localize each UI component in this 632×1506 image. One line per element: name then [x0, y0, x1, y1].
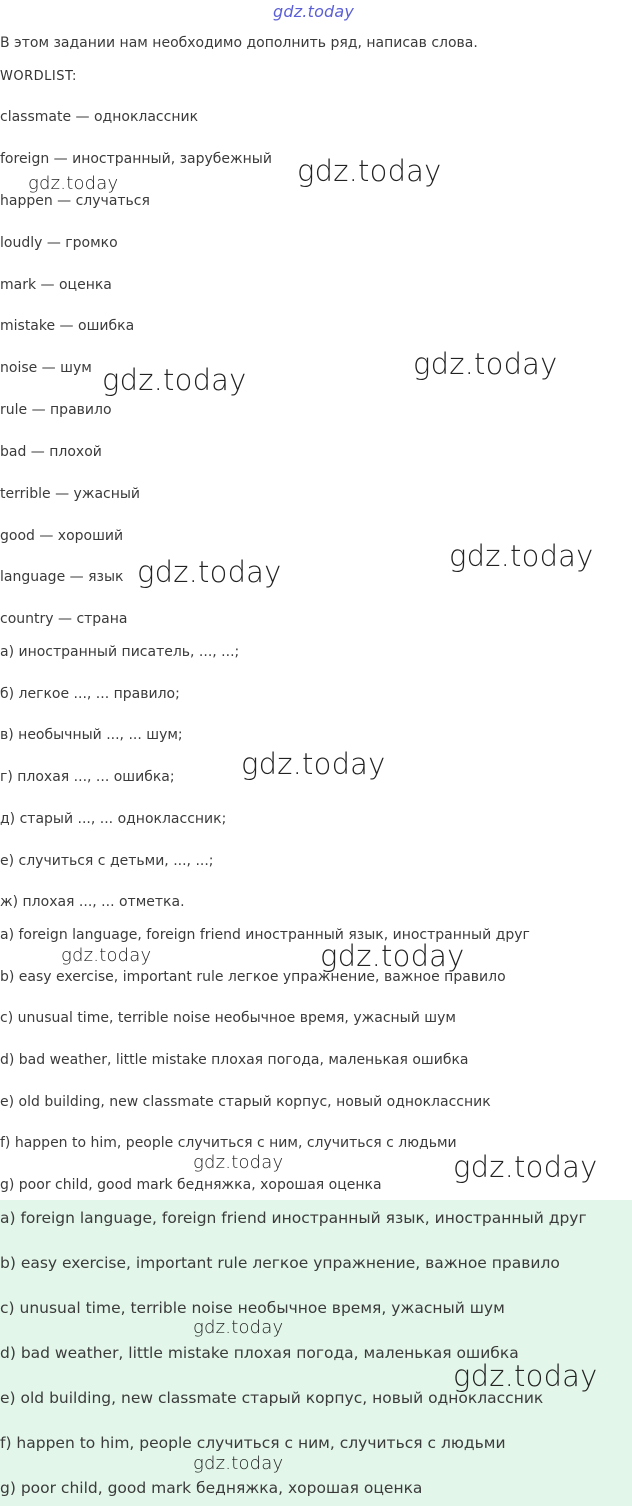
wordlist-heading: WORDLIST: — [0, 69, 77, 84]
highlighted-answer-item: e) old building, new classmate старый корпус, новый одноклассник — [0, 1389, 544, 1407]
task-item: б) легкое ..., ... правило; — [0, 686, 180, 702]
wordlist-item: country — страна — [0, 611, 128, 627]
highlighted-answer-item: f) happen to him, people случиться с ним, случиться с людьми — [0, 1434, 506, 1452]
task-item: в) необычный ..., ... шум; — [0, 727, 183, 743]
watermark: gdz.today — [102, 363, 247, 397]
wordlist-item: bad — плохой — [0, 444, 102, 460]
highlighted-answer-item: g) poor child, good mark бедняжка, хорошая оценка — [0, 1479, 423, 1497]
watermark: gdz.today — [449, 539, 594, 573]
task-item: д) старый ..., ... одноклассник; — [0, 811, 227, 827]
wordlist-item: good — хороший — [0, 528, 124, 544]
watermark: gdz.today — [61, 945, 152, 966]
wordlist-item: loudly — громко — [0, 235, 118, 251]
watermark: gdz.today — [453, 1150, 598, 1184]
wordlist-item: classmate — одноклассник — [0, 109, 199, 125]
wordlist-item: mistake — ошибка — [0, 318, 135, 334]
highlighted-answer-item: c) unusual time, terrible noise необычное время, ужасный шум — [0, 1299, 505, 1317]
watermark: gdz.today — [28, 173, 119, 194]
watermark: gdz.today — [193, 1453, 284, 1474]
wordlist-item: mark — оценка — [0, 277, 112, 293]
wordlist-item: foreign — иностранный, зарубежный — [0, 151, 272, 167]
highlighted-answer-item: a) foreign language, foreign friend иностранный язык, иностранный друг — [0, 1209, 587, 1227]
intro-text: В этом задании нам необходимо дополнить ряд, написав слова. — [0, 35, 478, 51]
wordlist-item: rule — правило — [0, 402, 112, 418]
highlighted-answer-item: b) easy exercise, important rule легкое упражнение, важное правило — [0, 1254, 560, 1272]
wordlist-item: language — язык — [0, 569, 124, 585]
task-item: г) плохая ..., ... ошибка; — [0, 769, 175, 785]
task-item: е) случиться с детьми, ..., ...; — [0, 853, 214, 869]
watermark: gdz.today — [193, 1317, 284, 1338]
wordlist-item: terrible — ужасный — [0, 486, 141, 502]
watermark: gdz.today — [137, 555, 282, 589]
watermark-top: gdz.today — [273, 2, 355, 21]
task-item: ж) плохая ..., ... отметка. — [0, 894, 185, 910]
watermark: gdz.today — [297, 154, 442, 188]
watermark: gdz.today — [320, 939, 465, 973]
answer-item: b) easy exercise, important rule легкое упражнение, важное правило — [0, 969, 506, 985]
answer-item: d) bad weather, little mistake плохая погода, маленькая ошибка — [0, 1052, 469, 1068]
watermark: gdz.today — [193, 1152, 284, 1173]
watermark: gdz.today — [413, 347, 558, 381]
task-item: а) иностранный писатель, ..., ...; — [0, 644, 240, 660]
answer-item: f) happen to him, people случиться с ним, случиться с людьми — [0, 1135, 457, 1151]
answer-item: c) unusual time, terrible noise необычное время, ужасный шум — [0, 1010, 456, 1026]
wordlist-item: noise — шум — [0, 360, 92, 376]
answer-item: e) old building, new classmate старый корпус, новый одноклассник — [0, 1094, 491, 1110]
watermark: gdz.today — [241, 747, 386, 781]
wordlist-item: happen — случаться — [0, 193, 150, 209]
answer-item: g) poor child, good mark бедняжка, хорошая оценка — [0, 1177, 382, 1193]
highlighted-answer-item: d) bad weather, little mistake плохая погода, маленькая ошибка — [0, 1344, 519, 1362]
answer-item: a) foreign language, foreign friend иностранный язык, иностранный друг — [0, 927, 530, 943]
watermark: gdz.today — [453, 1359, 598, 1393]
